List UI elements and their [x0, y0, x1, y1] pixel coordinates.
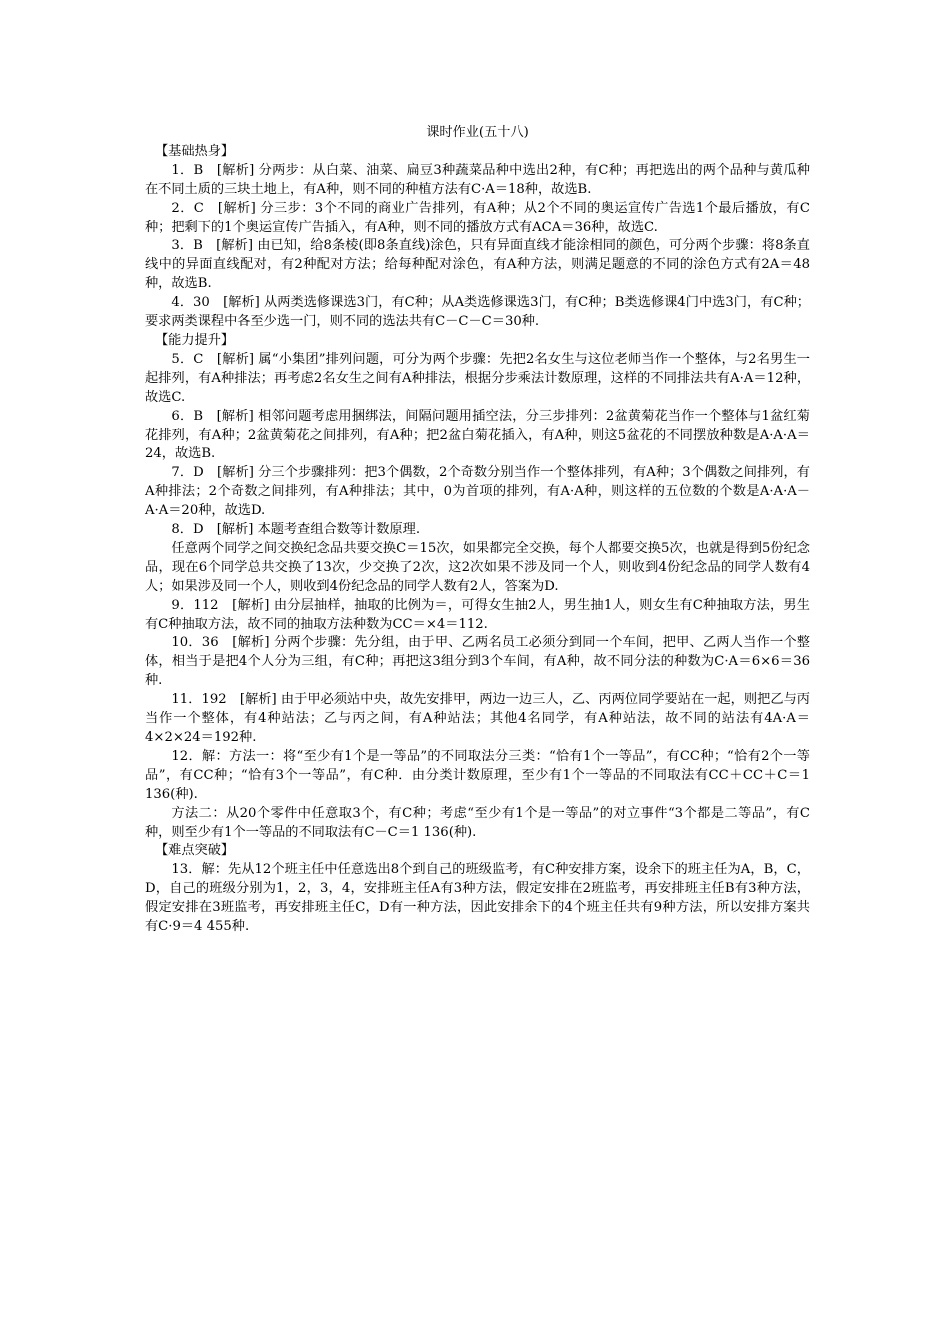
section-ability: 【能力提升】: [155, 332, 235, 348]
answer-10: 10．36 [解析] 分两个步骤：先分组，由于甲、乙两名员工必须分到同一个车间，把甲、乙两人当作一个整体，相当于是把4个人分为三组，有C种；再把这3组分到3个车间，有A种，故不同分法的种数为C·A＝6×6＝36种.: [145, 635, 810, 689]
answer-6: 6．B [解析] 相邻问题考虑用捆绑法，间隔问题用插空法，分三步排列：2盆黄菊花当作一个整体与1盆红菊花排列，有A种；2盆黄菊花之间排列，有A种；把2盆白菊花插入，有A种，则这5盆花的不同摆放种数是A·A·A＝24，故选B.: [145, 408, 810, 462]
section-basic: 【基础热身】: [155, 143, 235, 159]
answer-3: 3．B [解析] 由已知，给8条棱(即8条直线)涂色，只有异面直线才能涂相同的颜色，可分两个步骤：将8条直线中的异面直线配对，有2种配对方法；给每种配对涂色，有A种方法，则满足题意的不同的涂色方式有2A＝48种，故选B.: [145, 238, 810, 292]
answer-content: [145, 124, 810, 937]
answer-9: 9．112 [解析] 由分层抽样，抽取的比例为＝，可得女生抽2人，男生抽1人，则女生有C种抽取方法，男生有C种抽取方法，故不同的抽取方法种数为CC＝×4＝112.: [145, 597, 810, 632]
answer-4: 4．30 [解析] 从两类选修课选3门，有C种；从A类选修课选3门，有C种；B类选修课4门中选3门，有C种；要求两类课程中各至少选一门，则不同的选法共有C－C－C＝30种.: [145, 295, 810, 330]
section-difficult: 【难点突破】: [155, 843, 235, 859]
answer-8: 8．D [解析] 本题考查组合数等计数原理.: [171, 522, 421, 538]
answer-12: 12．解：方法一：将“至少有1个是一等品”的不同取法分三类：“恰有1个一等品”，有CC种；“恰有2个一等品”，有CC种；“恰有3个一等品”，有C种．由分类计数原理，至少有1个一等品的不同取法有CC＋CC＋C＝1 136(种).: [145, 748, 810, 802]
answer-5: 5．C [解析] 属“小集团”排列问题，可分为两个步骤：先把2名女生与这位老师当作一个整体，与2名男生一起排列，有A种排法；再考虑2名女生之间有A种排法，根据分步乘法计数原理，这样的不同排法共有A·A＝12种，故选C.: [145, 351, 810, 405]
answer-11: 11．192 [解析] 由于甲必须站中央，故先安排甲，两边一边三人，乙、丙两位同学要站在一起，则把乙与丙当作一个整体，有4种站法；乙与丙之间，有A种站法；其他4名同学，有A种站法，故不同的站法有4A·A＝4×2×24＝192种.: [145, 692, 810, 745]
answer-12-method-2: 方法二：从20个零件中任意取3个，有C种；考虑“至少有1个是一等品”的对立事件“3个都是二等品”，有C种，则至少有1个一等品的不同取法有C－C＝1 136(种).: [145, 805, 810, 840]
answer-8-detail: 任意两个同学之间交换纪念品共要交换C＝15次，如果都完全交换，每个人都要交换5次，也就是得到5份纪念品，现在6个同学总共交换了13次，少交换了2次，这2次如果不涉及同一个人，则收到4份纪念品的同学人数有4人；如果涉及同一个人，则收到4份纪念品的同学人数有2人，答案为D.: [145, 540, 810, 594]
answer-7: 7．D [解析] 分三个步骤排列：把3个偶数，2个奇数分别当作一个整体排列，有A种；3个偶数之间排列，有A种排法；2个奇数之间排列，有A种排法；其中，0为首项的排列，有A·A种，则这样的五位数的个数是A·A·A－A·A＝20种，故选D.: [145, 465, 810, 519]
page-title: 课时作业(五十八): [426, 125, 529, 140]
answer-1: 1．B [解析] 分两步：从白菜、油菜、扁豆3种蔬菜品种中选出2种，有C种；再把选出的两个品种与黄瓜种在不同土质的三块土地上，有A种，则不同的种植方法有C·A＝18种，故选B.: [145, 162, 810, 197]
answer-13: 13．解：先从12个班主任中任意选出8个到自己的班级监考，有C种安排方案，设余下的班主任为A，B，C，D，自己的班级分别为1，2，3，4，安排班主任A有3种方法，假定安排在2班监考，再安排班主任B有3种方法，假定安排在3班监考，再安排班主任C，D有一种方法，因此安排余下的4个班主任共有9种方法，所以安排方案共有C·9＝4 455种.: [145, 862, 810, 935]
answer-2: 2．C [解析] 分三步：3个不同的商业广告排列，有A种；从2个不同的奥运宣传广告选1个最后播放，有C种；把剩下的1个奥运宣传广告插入，有A种，则不同的播放方式有ACA＝36种，故选C.: [145, 200, 810, 235]
